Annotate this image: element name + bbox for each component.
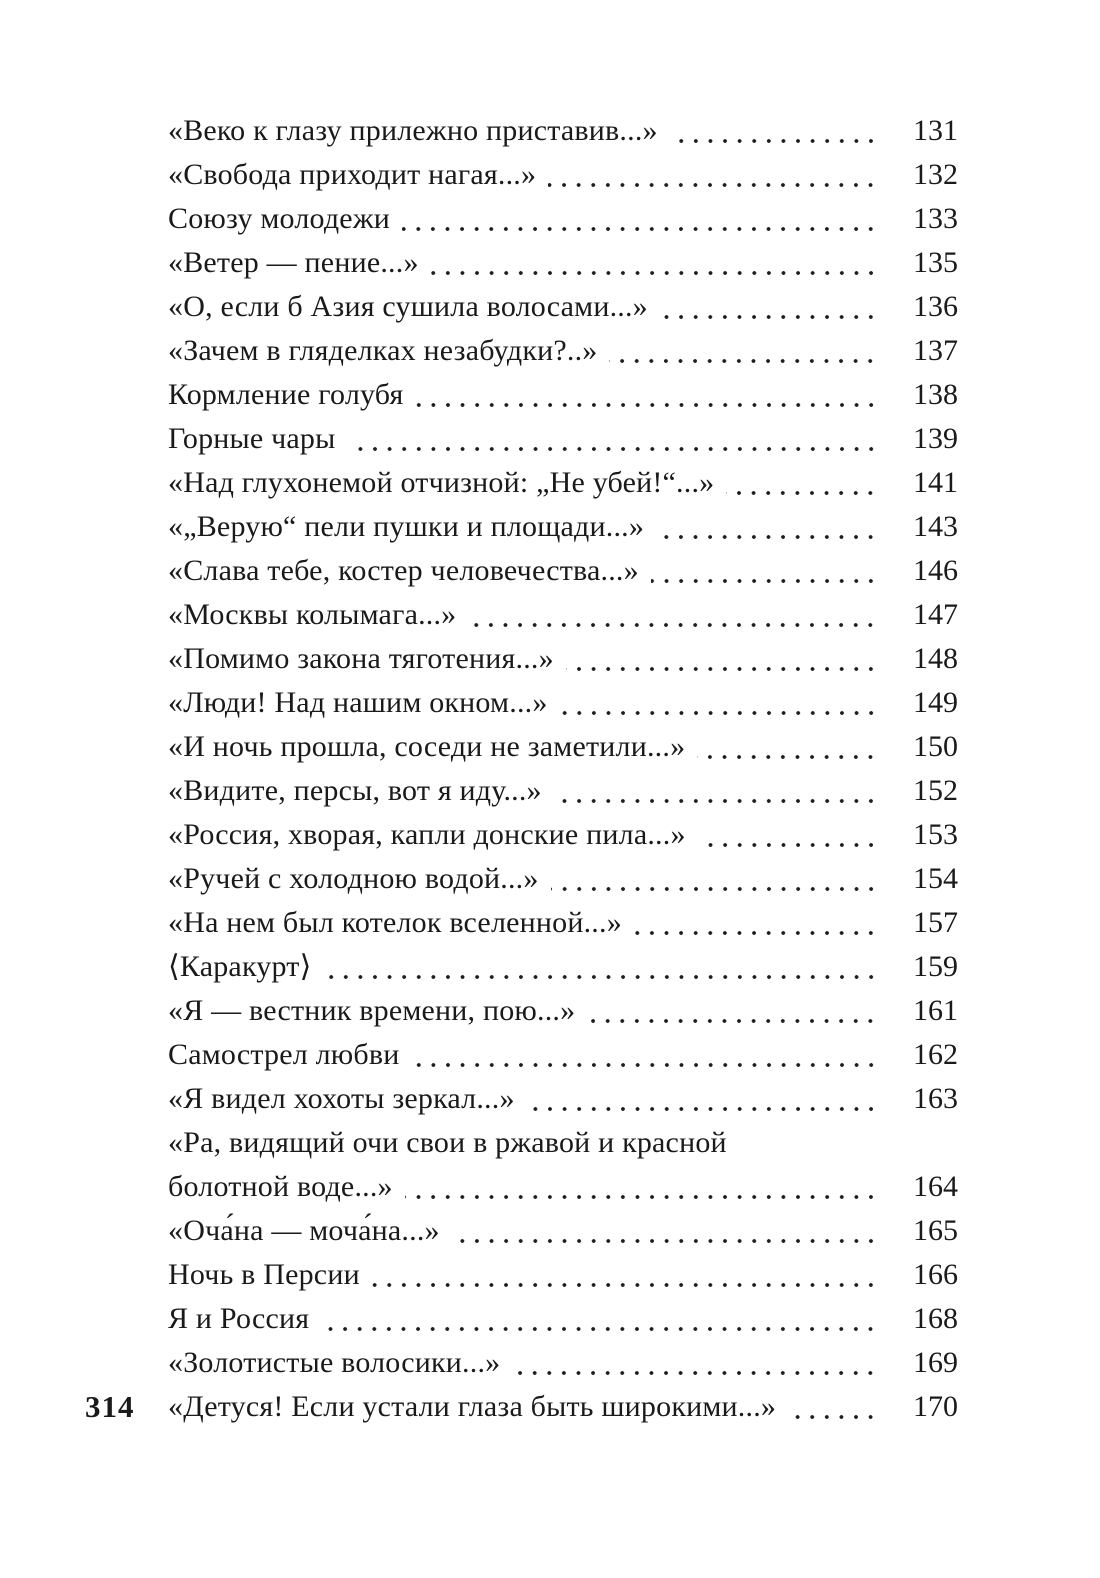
- toc-entry-page: 138: [913, 378, 958, 411]
- dot-leader: [431, 241, 880, 285]
- dot-leader: [554, 769, 880, 813]
- toc-entry-page: 132: [913, 158, 958, 191]
- toc-entry-title: «Детуся! Если устали глаза быть широкими...»: [168, 1390, 777, 1423]
- dot-leader: [551, 857, 880, 901]
- toc-entry-page: 169: [913, 1346, 958, 1379]
- toc-entry-title: «На нем был котелок вселенной...»: [168, 906, 622, 939]
- toc-entry-page: 139: [913, 422, 958, 455]
- toc-entry-line: [168, 373, 958, 417]
- toc-entry-title: «Я — вестник времени, пою...»: [168, 994, 576, 1027]
- toc-entry-page: 164: [913, 1170, 958, 1203]
- toc-entry-line: [168, 1341, 958, 1385]
- dot-leader: [527, 1077, 880, 1121]
- toc-entry-line: [168, 1297, 958, 1341]
- toc-entry-line: [168, 637, 958, 681]
- toc-entry-line: [168, 505, 958, 549]
- dot-leader: [698, 813, 880, 857]
- toc-entry-title: «Золотистые волосики...»: [168, 1346, 501, 1379]
- toc-entry-title: «Ра, видящий очи свои в ржавой и красной: [168, 1126, 727, 1159]
- dot-leader: [697, 725, 880, 769]
- toc-entry-line: [168, 109, 958, 153]
- dot-leader: [560, 681, 880, 725]
- toc-entry-page: 154: [913, 862, 958, 895]
- toc-entry-title: Ночь в Персии: [168, 1258, 360, 1291]
- toc-entry-page: 137: [913, 334, 958, 367]
- dot-leader: [609, 329, 880, 373]
- dot-leader: [452, 1209, 880, 1253]
- dot-leader: [587, 989, 880, 1033]
- toc-entry-page: 131: [913, 114, 958, 147]
- dot-leader: [670, 109, 880, 153]
- toc-entry-line: [168, 725, 958, 769]
- toc-entry-page: 152: [913, 774, 958, 807]
- dot-leader: [788, 1385, 880, 1429]
- toc-entry-page: 168: [913, 1302, 958, 1335]
- toc-entry-line: [168, 989, 958, 1033]
- dot-leader: [402, 197, 880, 241]
- toc-entry-line: [168, 769, 958, 813]
- toc-entry-title: ⟨Каракурт⟩: [168, 950, 312, 983]
- dot-leader: [726, 461, 880, 505]
- toc-entry-line: [168, 417, 958, 461]
- toc-entry-line: [168, 681, 958, 725]
- toc-entry-title: «Веко к глазу прилежно приставив...»: [168, 114, 658, 147]
- toc-list: [168, 109, 958, 1429]
- toc-entry-page: 161: [913, 994, 958, 1027]
- toc-entry-title: «Слава тебе, костер человечества...»: [168, 554, 639, 587]
- toc-entry-line: [168, 329, 958, 373]
- toc-entry-title: «Видите, персы, вот я иду...»: [168, 774, 542, 807]
- toc-entry-page: 153: [913, 818, 958, 851]
- toc-entry-title: «Свобода приходит нагая...»: [168, 158, 537, 191]
- toc-entry-title: «Над глухонемой отчизной: „Не убей!“...»: [168, 466, 715, 499]
- toc-entry-page: 149: [913, 686, 958, 719]
- toc-entry-title: Самострел любви: [168, 1038, 400, 1071]
- toc-entry-page: 166: [913, 1258, 958, 1291]
- toc-entry-title: «„Верую“ пели пушки и площади...»: [168, 510, 645, 543]
- toc-entry-page: 136: [913, 290, 958, 323]
- dot-leader: [634, 901, 880, 945]
- toc-entry-page: 170: [913, 1390, 958, 1423]
- dot-leader: [348, 417, 881, 461]
- toc-entry-title: «Москвы колымага...»: [168, 598, 457, 631]
- toc-entry-page: 148: [913, 642, 958, 675]
- toc-entry-page: 165: [913, 1214, 958, 1247]
- dot-leader: [660, 285, 880, 329]
- toc-entry-title: «Россия, хворая, капли донские пила...»: [168, 818, 686, 851]
- toc-entry-page: 157: [913, 906, 958, 939]
- toc-entry-page: 150: [913, 730, 958, 763]
- toc-entry-page: 162: [913, 1038, 958, 1071]
- dot-leader: [566, 637, 880, 681]
- toc-entry-title: болотной воде...»: [168, 1170, 393, 1203]
- toc-entry-page: 135: [913, 246, 958, 279]
- toc-entry-title: «Помимо закона тяготения...»: [168, 642, 554, 675]
- toc-entry-title: «Зачем в гляделках незабудки?..»: [168, 334, 598, 367]
- toc-entry-line: [168, 901, 958, 945]
- toc-entry-line: [168, 285, 958, 329]
- dot-leader: [416, 373, 880, 417]
- toc-entry-title: «Люди! Над нашим окном...»: [168, 686, 548, 719]
- toc-entry-line: [168, 593, 958, 637]
- dot-leader: [412, 1033, 880, 1077]
- dot-leader: [651, 549, 880, 593]
- toc-entry-line: [168, 1165, 958, 1209]
- toc-entry-page: 143: [913, 510, 958, 543]
- toc-entry-title: «И ночь прошла, соседи не заметили...»: [168, 730, 686, 763]
- toc-entry-line: [168, 1385, 958, 1429]
- toc-entry-line: [168, 1121, 958, 1165]
- dot-leader: [324, 945, 880, 989]
- toc-entry-page: 163: [913, 1082, 958, 1115]
- toc-entry-line: [168, 813, 958, 857]
- toc-entry-title: «Ручей с холодною водой...»: [168, 862, 539, 895]
- dot-leader: [548, 153, 880, 197]
- toc-entry-title: «Я видел хохоты зеркал...»: [168, 1082, 515, 1115]
- page-number-folio: 314: [85, 1389, 135, 1424]
- toc-entry-title: «О, если б Азия сушила волосами...»: [168, 290, 648, 323]
- dot-leader: [512, 1341, 880, 1385]
- toc-entry-title: Кормление голубя: [168, 378, 404, 411]
- toc-entry-page: 141: [913, 466, 958, 499]
- toc-entry-line: [168, 549, 958, 593]
- toc-entry-title: Я и Россия: [168, 1302, 310, 1335]
- toc-entry-title: Союзу молодежи: [168, 202, 390, 235]
- dot-leader: [405, 1165, 880, 1209]
- toc-entry-line: [168, 857, 958, 901]
- toc-entry-line: [168, 1253, 958, 1297]
- toc-entry-page: 159: [913, 950, 958, 983]
- toc-entry-line: [168, 1033, 958, 1077]
- toc-entry-line: [168, 153, 958, 197]
- toc-entry-title: «Ветер — пение...»: [168, 246, 419, 279]
- toc-entry-line: [168, 1209, 958, 1253]
- dot-leader: [372, 1253, 880, 1297]
- toc-entry-line: [168, 241, 958, 285]
- toc-entry-line: [168, 197, 958, 241]
- dot-leader: [468, 593, 880, 637]
- toc-entry-page: 147: [913, 598, 958, 631]
- toc-entry-line: [168, 461, 958, 505]
- toc-entry-page: 133: [913, 202, 958, 235]
- dot-leader: [321, 1297, 880, 1341]
- toc-entry-title: «Оча́на — моча́на...»: [168, 1214, 440, 1247]
- toc-entry-line: [168, 945, 958, 989]
- toc-entry-page: 146: [913, 554, 958, 587]
- toc-entry-title: Горные чары: [168, 422, 336, 455]
- toc-entry-line: [168, 1077, 958, 1121]
- dot-leader: [656, 505, 880, 549]
